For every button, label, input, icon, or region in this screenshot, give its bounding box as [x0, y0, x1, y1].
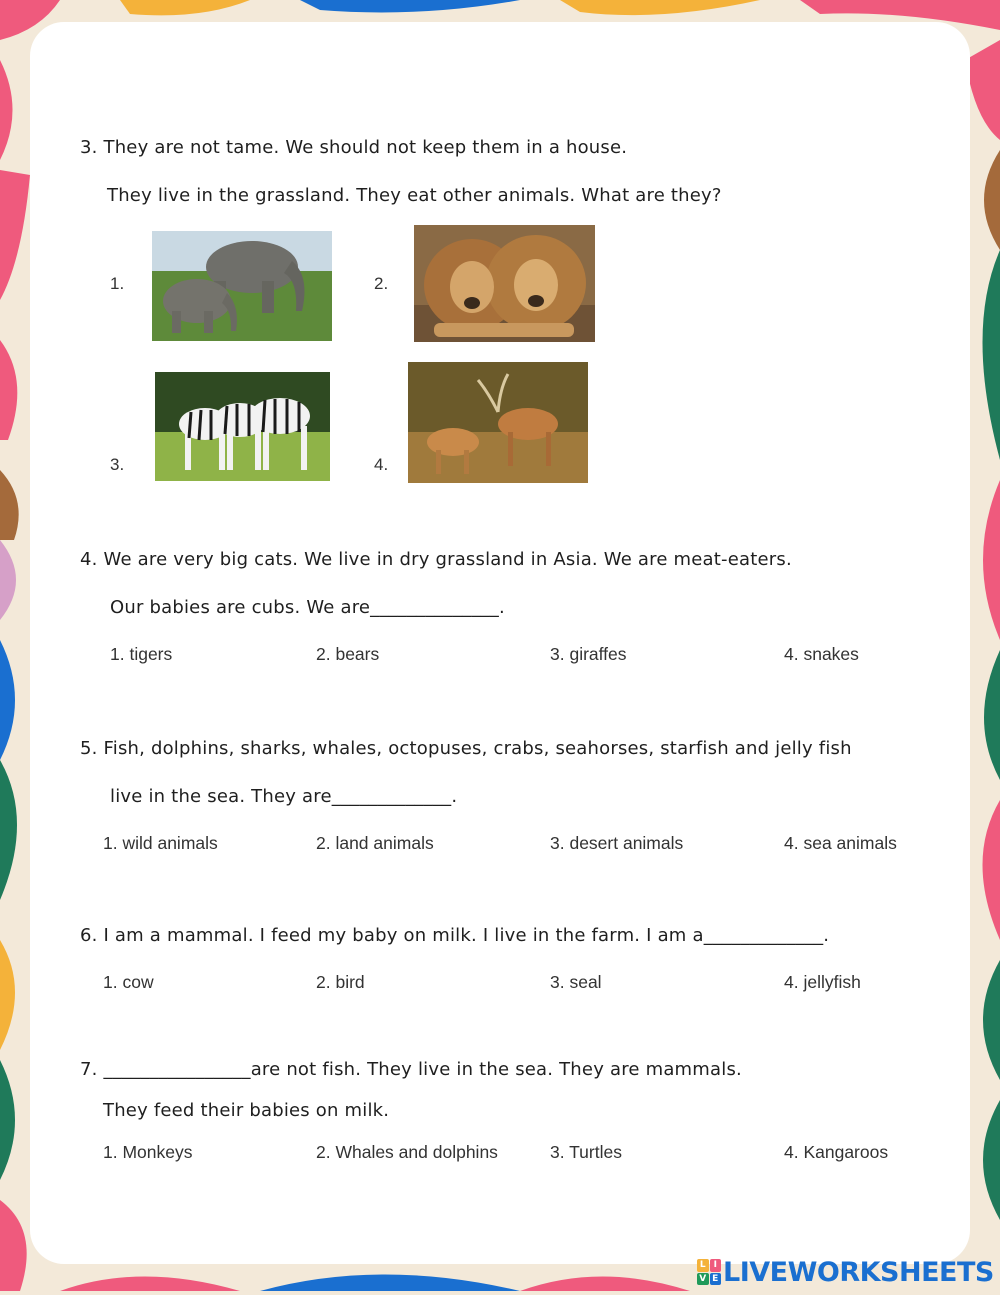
q4-option-4[interactable]: 4. snakes	[784, 644, 859, 664]
logo-text: LIVEWORKSHEETS	[723, 1256, 994, 1288]
q3-picture-number-2: 2.	[374, 274, 389, 293]
deer-photo[interactable]	[408, 362, 588, 483]
q3-picture-number-1: 1.	[110, 274, 125, 293]
q4-option-2[interactable]: 2. bears	[316, 644, 380, 664]
q5-option-2[interactable]: 2. land animals	[316, 833, 434, 853]
q4-option-3[interactable]: 3. giraffes	[550, 644, 627, 664]
q3-line-2: They live in the grassland. They eat other animals. What are they?	[107, 185, 722, 206]
lions-photo[interactable]	[414, 225, 595, 342]
logo-badge-l: L	[697, 1259, 709, 1272]
q7-option-4[interactable]: 4. Kangaroos	[784, 1142, 889, 1162]
q6-option-1[interactable]: 1. cow	[103, 972, 154, 992]
q5-line-2: live in the sea. They are_____________.	[110, 786, 458, 807]
logo-badge-i: I	[710, 1259, 722, 1272]
logo-badge-e: E	[710, 1273, 722, 1286]
logo-badge-v: V	[697, 1273, 709, 1286]
q5-line-1: 5. Fish, dolphins, sharks, whales, octopuses, crabs, seahorses, starfish and jelly fish	[80, 738, 852, 759]
q4-option-1[interactable]: 1. tigers	[110, 644, 173, 664]
logo-badge-icon	[697, 1259, 721, 1285]
q7-option-2[interactable]: 2. Whales and dolphins	[316, 1142, 498, 1162]
q3-picture-number-3: 3.	[110, 455, 125, 474]
q4-line-1: 4. We are very big cats. We live in dry grassland in Asia. We are meat-eaters.	[80, 549, 792, 570]
q4-line-2: Our babies are cubs. We are______________.	[110, 597, 505, 618]
q7-option-3[interactable]: 3. Turtles	[550, 1142, 622, 1162]
q6-option-4[interactable]: 4. jellyfish	[784, 972, 861, 992]
q7-line-1: 7. ________________are not fish. They live in the sea. They are mammals.	[80, 1059, 742, 1080]
q6-line-1: 6. I am a mammal. I feed my baby on milk. I live in the farm. I am a_____________.	[80, 925, 830, 946]
q3-picture-number-4: 4.	[374, 455, 389, 474]
q6-option-3[interactable]: 3. seal	[550, 972, 602, 992]
q5-option-3[interactable]: 3. desert animals	[550, 833, 684, 853]
zebras-photo[interactable]	[155, 372, 330, 481]
q6-option-2[interactable]: 2. bird	[316, 972, 365, 992]
elephants-photo[interactable]	[152, 231, 332, 341]
liveworksheets-logo[interactable]	[697, 1256, 994, 1288]
q5-option-1[interactable]: 1. wild animals	[103, 833, 218, 853]
q7-option-1[interactable]: 1. Monkeys	[103, 1142, 193, 1162]
q7-line-2: They feed their babies on milk.	[103, 1100, 390, 1121]
q3-line-1: 3. They are not tame. We should not keep them in a house.	[80, 137, 628, 158]
q5-option-4[interactable]: 4. sea animals	[784, 833, 897, 853]
